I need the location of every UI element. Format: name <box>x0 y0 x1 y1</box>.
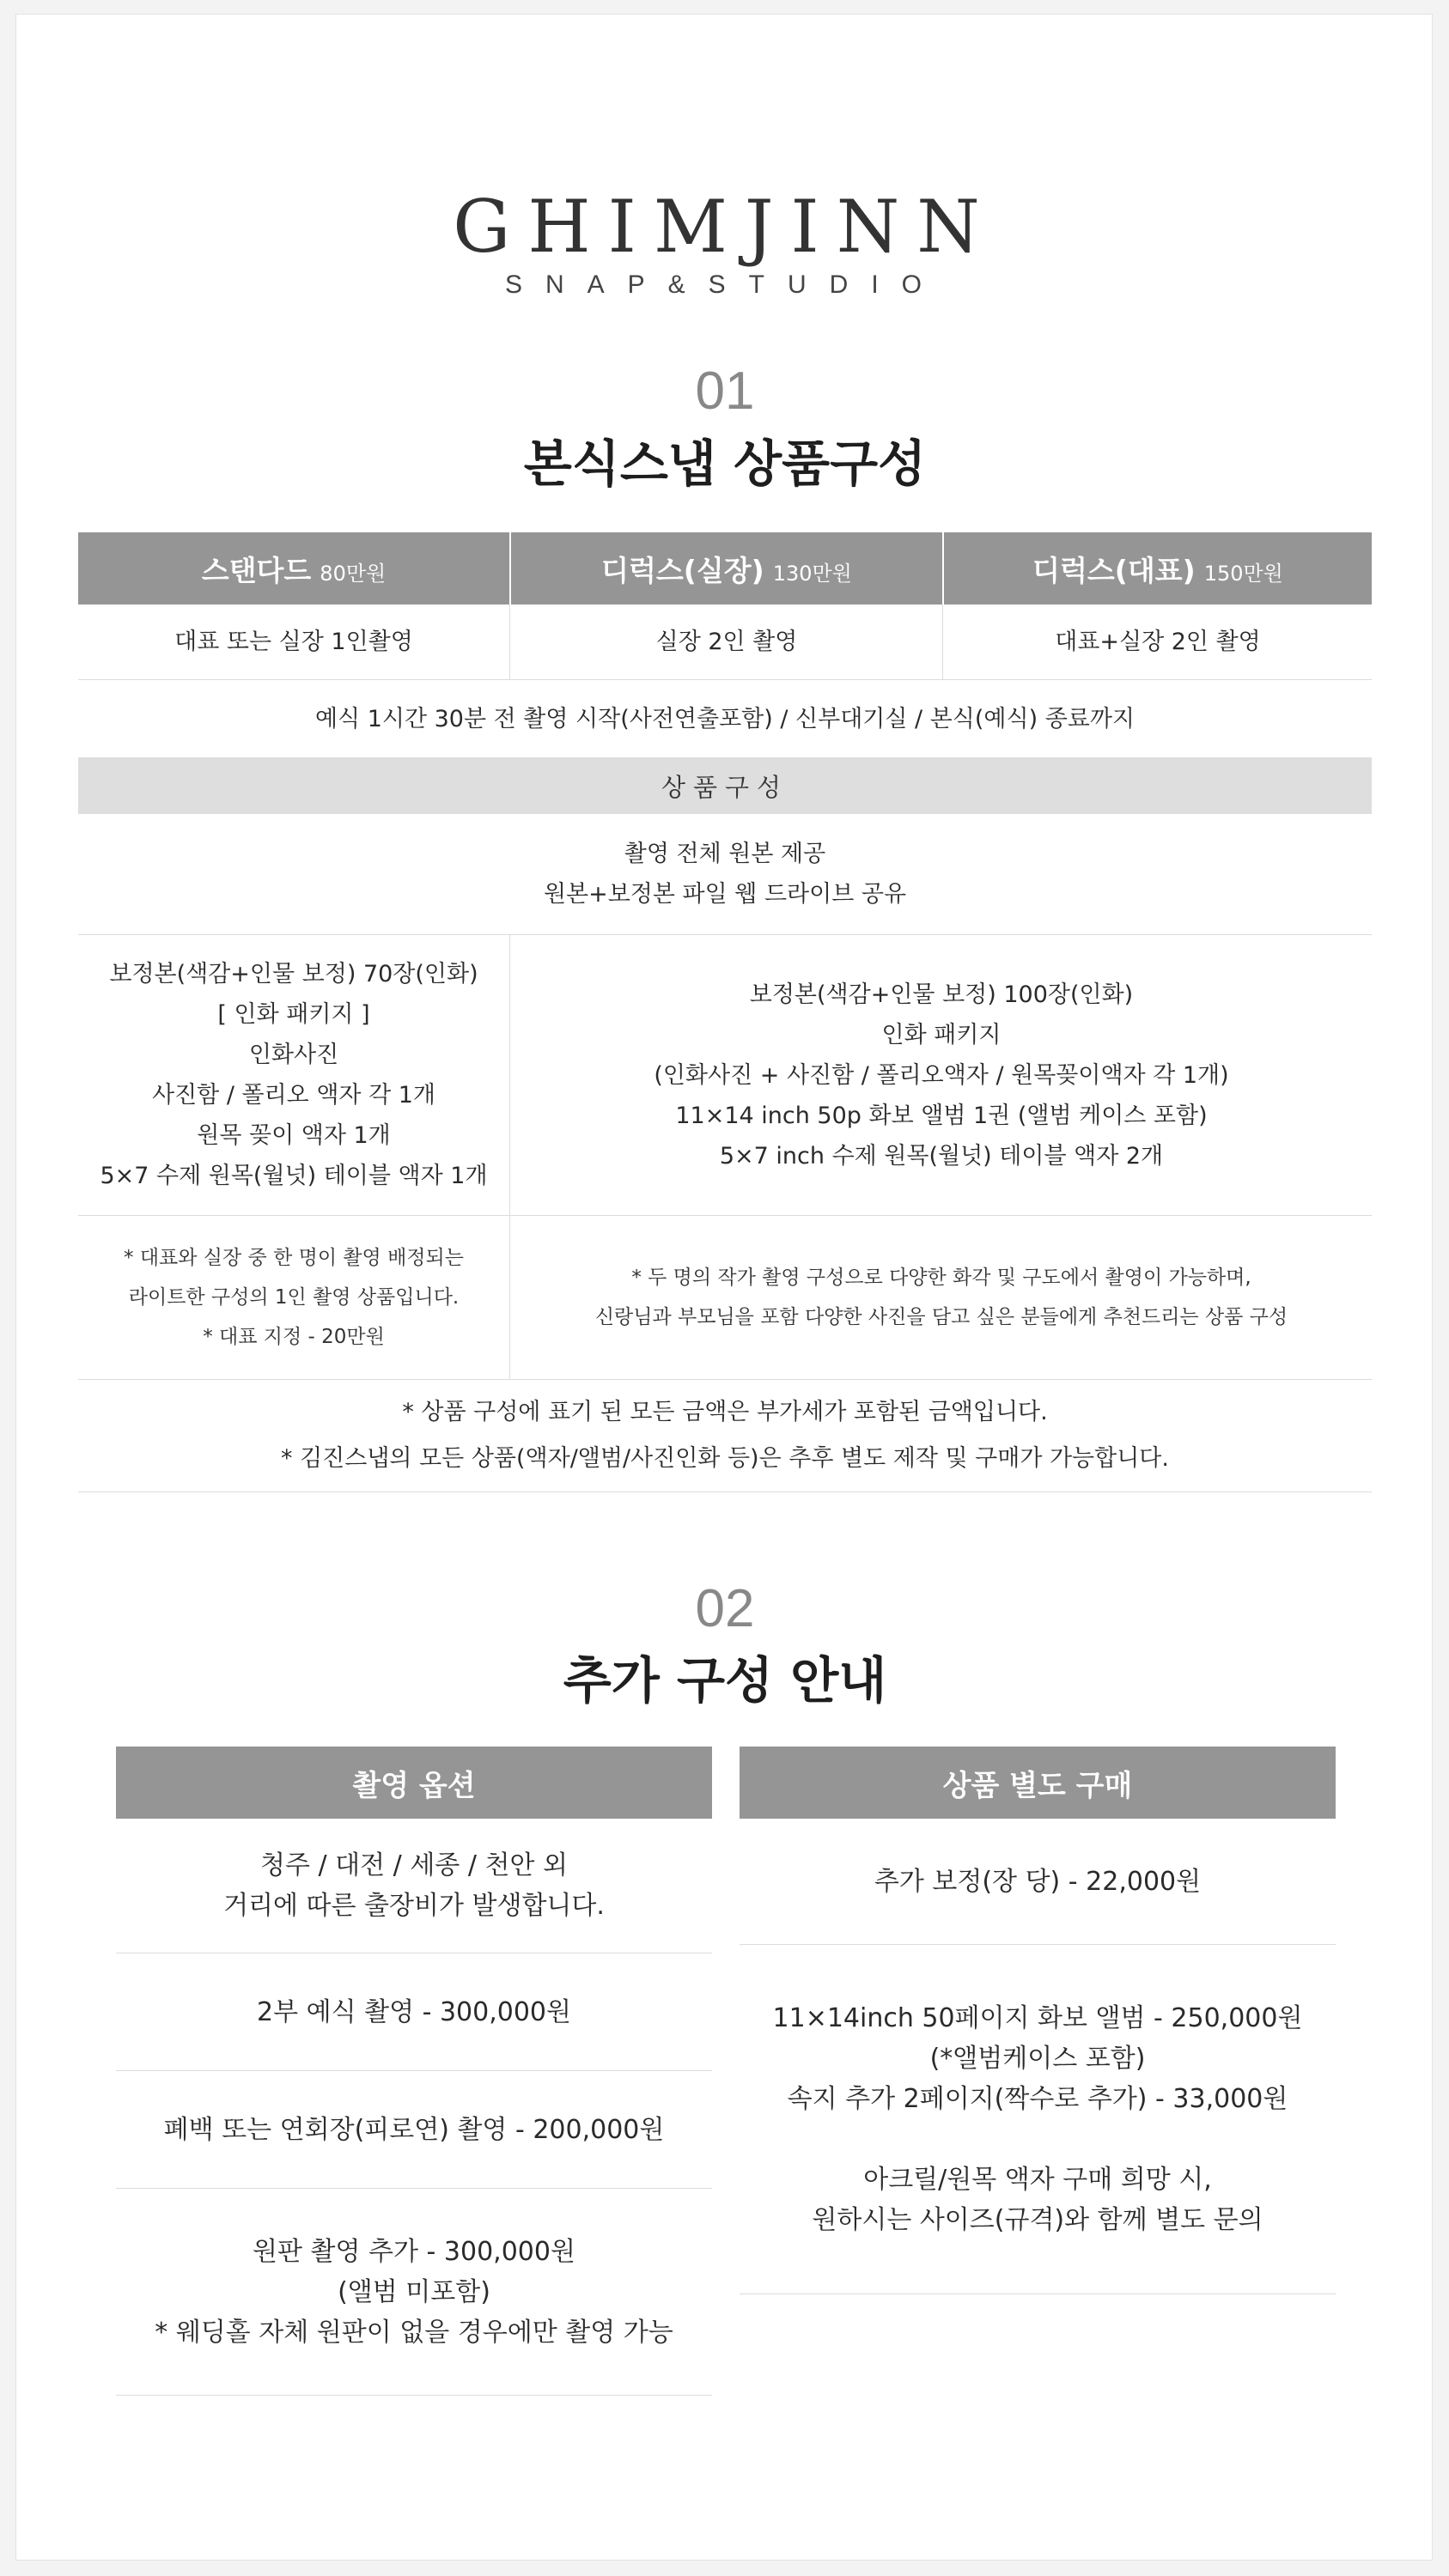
standard-notes: * 대표와 실장 중 한 명이 촬영 배정되는 라이트한 구성의 1인 촬영 상품입니다. * 대표 지정 - 20만원 <box>124 1247 464 1348</box>
standard-items: 보정본(색감+인물 보정) 70장(인화) [ 인화 패키지 ] 인화사진 사진함 / 폴리오 액자 각 1개 원목 꽂이 액자 1개 5×7 수제 원목(월넛) 테이블 액자 1개 <box>100 961 488 1189</box>
plan-header-deluxe-ceo <box>944 532 1372 605</box>
brand-logo: GHIMJINN <box>453 185 997 269</box>
schedule-text: 예식 1시간 30분 전 촬영 시작(사전연출포함) / 신부대기실 / 본식(예식) 종료까지 <box>314 705 1135 732</box>
brand-tagline: SNAP&STUDIO <box>504 270 946 299</box>
section-number-2: 02 <box>695 1579 755 1638</box>
purchase-album-frames: 11×14inch 50페이지 화보 앨범 - 250,000원 (*앨범케이스 포함) 속지 추가 2페이지(짝수로 추가) - 33,000원 아크릴/원목 액자 구매 희망 시, 원하시는 사이즈(규격)와 함께 별도 문의 <box>772 2003 1303 2235</box>
purchase-extra-retouch: 추가 보정(장 당) - 22,000원 <box>874 1866 1202 1897</box>
divider <box>942 605 943 679</box>
section-title-2: 추가 구성 안내 <box>563 1651 887 1710</box>
divider <box>740 2293 1336 2294</box>
plan-header-deluxe-manager <box>511 532 942 605</box>
option-travel-fee: 청주 / 대전 / 세종 / 천안 외 거리에 따른 출장비가 발생합니다. <box>223 1850 605 1921</box>
plan-price: 80만원 <box>320 561 387 586</box>
option-second-ceremony: 2부 예식 촬영 - 300,000원 <box>257 1996 571 2027</box>
common-items: 촬영 전체 원본 제공 원본+보정본 파일 웹 드라이브 공유 <box>543 841 907 908</box>
deluxe-items: 보정본(색감+인물 보정) 100장(인화) 인화 패키지 (인화사진 + 사진함 / 폴리오액자 / 원목꽂이액자 각 1개) 11×14 inch 50p 화보 앨범 1권 (앨범 케이스 포함) 5×7 inch 수제 원목(월넛) 테이블 액자 2개 <box>654 981 1229 1170</box>
price-card <box>15 14 1433 2561</box>
divider <box>509 605 510 679</box>
footnotes: * 상품 구성에 표기 된 모든 금액은 부가세가 포함된 금액입니다. * 김진스냅의 모든 상품(액자/앨범/사진인화 등)은 추후 별도 제작 및 구매가 가능합니다. <box>281 1399 1169 1472</box>
shooting-options-header: 촬영 옵션 <box>116 1747 712 1819</box>
option-group-photo: 원판 촬영 추가 - 300,000원 (앨범 미포함) * 웨딩홀 자체 원판이 없을 경우에만 촬영 가능 <box>155 2236 673 2348</box>
separate-purchase-header: 상품 별도 구매 <box>740 1747 1336 1819</box>
plan-price: 150만원 <box>1203 561 1283 586</box>
plan-name: 디럭스(실장) <box>601 553 764 587</box>
option-pyebaek: 폐백 또는 연회장(피로연) 촬영 - 200,000원 <box>163 2114 665 2145</box>
deluxe-notes: * 두 명의 작가 촬영 구성으로 다양한 화각 및 구도에서 촬영이 가능하며, 신랑님과 부모님을 포함 다양한 사진을 담고 싶은 분들에게 추천드리는 상품 구성 <box>594 1267 1288 1328</box>
plan-name: 디럭스(대표) <box>1032 553 1196 587</box>
composition-band: 상품구성 <box>78 757 1372 814</box>
section-title-1: 본식스냅 상품구성 <box>523 434 927 493</box>
plan-name: 스탠다드 <box>201 553 312 587</box>
divider <box>509 1216 510 1379</box>
plan-desc-standard: 대표 또는 실장 1인촬영 <box>174 629 413 655</box>
plan-header-standard <box>78 532 509 605</box>
plan-price: 130만원 <box>772 561 852 586</box>
plan-desc-deluxe-manager: 실장 2인 촬영 <box>655 629 798 655</box>
plan-desc-deluxe-ceo: 대표+실장 2인 촬영 <box>1055 629 1261 655</box>
section-number-1: 01 <box>695 361 755 421</box>
divider <box>116 2395 712 2396</box>
divider <box>509 935 510 1215</box>
